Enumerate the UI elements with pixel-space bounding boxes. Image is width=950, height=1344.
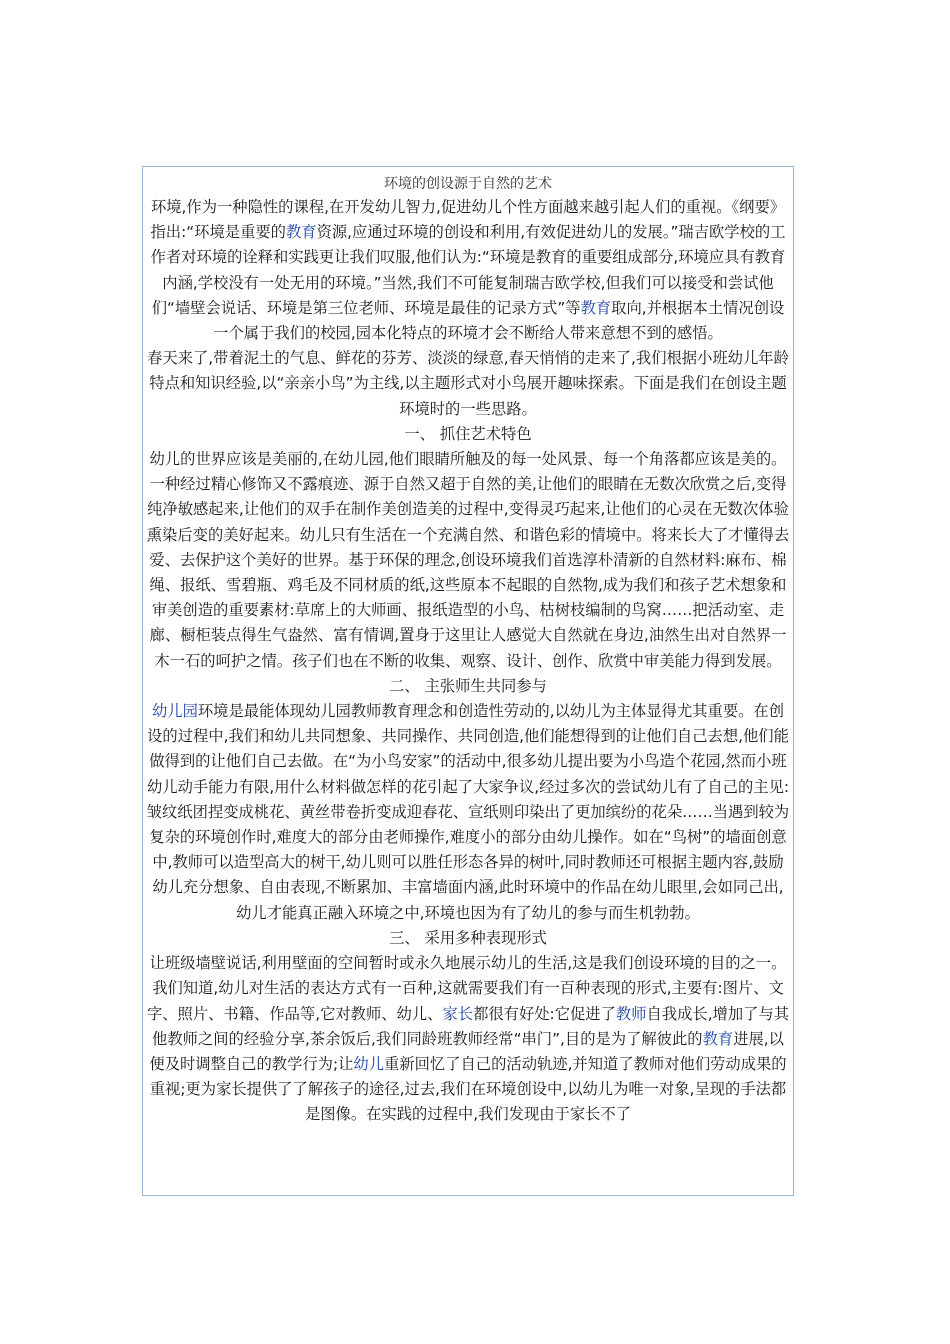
participation-text: 环境是最能体现幼儿园教师教育理念和创造性劳动的,以幼儿为主体显得尤其重要。在创设的过程中,我们和幼儿共同想象、共同操作、共同创造,他们能想得到的让他们自己去想,他们能做得到的让他们自己去做。在“为小鸟安家”的活动中,很多幼儿提出要为小鸟造个花园,然而小班幼儿动手能力有限,用什么材料做怎样的花引起了大家争议,经过多次的尝试幼儿有了自己的主见:皱纹纸团捏变成桃花、黄丝带卷折变成迎春花、宣纸则印染出了更加缤纷的花朵……当遇到较为复杂的环境创作时,难度大的部分由老师操作,难度小的部分由幼儿操作。如在“鸟树”的墙面创意中,教师可以造型高大的树干,幼儿则可以胜任形态各异的树叶,同时教师还可根据主题内容,鼓励幼儿充分想象、自由表现,不断累加、丰富墙面内涵,此时环境中的作品在幼儿眼里,会如同己出,幼儿才能真正融入环境之中,环境也因为有了幼儿的参与而生机勃勃。: [146, 702, 790, 922]
parents-link[interactable]: 家长: [442, 1004, 474, 1023]
forms-text-2: 都很有好处:它促进了: [473, 1004, 616, 1023]
intro-text-2: 资源,应通过环境的创设和利用,有效促进幼儿的发展。”瑞吉欧学校的工作者对环境的诠释和实践更让我们叹服,他们认为:“环境是教育的重要组成部分,环境应具有教育内涵,学校没有一处无用的环境。”当然,我们不可能复制瑞吉欧学校,但我们可以接受和尝试他们“墙壁会说话、环境是第三位老师、环境是最佳的记录方式”等: [150, 223, 786, 317]
children-link[interactable]: 幼儿: [353, 1054, 385, 1073]
section-heading-1: 一、 抓住艺术特色: [404, 424, 532, 443]
kindergarten-link[interactable]: 幼儿园: [151, 702, 198, 721]
education-link-2[interactable]: 教育: [580, 298, 612, 317]
forms-paragraph: [145, 951, 791, 1127]
education-link-3[interactable]: 教育: [702, 1029, 734, 1048]
education-link-1[interactable]: 教育: [285, 223, 317, 242]
section-heading-2: 二、 主张师生共同参与: [389, 676, 547, 695]
section-heading-3: 三、 采用多种表现形式: [389, 928, 547, 947]
spring-paragraph: 春天来了,带着泥土的气息、鲜花的芬芳、淡淡的绿意,春天悄悄的走来了,我们根据小班幼儿年龄特点和知识经验,以“亲亲小鸟”为主线,以主题形式对小鸟展开趣味探索。下面是我们在创设主题环境时的一些思路。: [147, 349, 789, 418]
forms-text-4: 进展,以便及时调整自己的教学行为;让: [149, 1029, 784, 1073]
intro-paragraph: [145, 195, 791, 346]
participation-paragraph: [145, 699, 791, 926]
forms-text-1: 让班级墙壁说话,利用壁面的空间暂时或永久地展示幼儿的生活,这是我们创设环境的目的之一。我们知道,幼儿对生活的表达方式有一百种,这就需要我们有一百种表现的形式,主要有:图片、文字、照片、书籍、作品等,它对教师、幼儿、: [146, 954, 787, 1023]
teacher-link[interactable]: 教师: [615, 1004, 647, 1023]
art-paragraph: 幼儿的世界应该是美丽的,在幼儿园,他们眼睛所触及的每一处风景、每一个角落都应该是美的。一种经过精心修饰又不露痕迹、源于自然又超于自然的美,让他们的眼睛在无数次欣赏之后,变得纯净敏感起来,让他们的双手在制作美创造美的过程中,变得灵巧起来,让他们的心灵在无数次体验熏染后变的美好起来。幼儿只有生活在一个充满自然、和谐色彩的情境中。将来长大了才懂得去爱、去保护这个美好的世界。基于环保的理念,创设环境我们首选淳朴清新的自然材料:麻布、棉绳、报纸、雪碧瓶、鸡毛及不同材质的纸,这些原本不起眼的自然物,成为我们和孩子艺术想象和审美创造的重要素材:草席上的大师画、报纸造型的小鸟、枯树枝编制的鸟窝……把活动室、走廊、橱柜装点得生气盎然、富有情调,置身于这里让人感觉大自然就在身边,油然生出对自然界一木一石的呵护之情。孩子们也在不断的收集、观察、设计、创作、欣赏中审美能力得到发展。: [146, 450, 790, 670]
intro-text-3: 取向,并根据本土情况创设一个属于我们的校园,园本化特点的环境才会不断给人带来意想不到的感悟。: [213, 298, 785, 343]
forms-text-3: 自我成长,增加了与其他教师之间的经验分享,茶余饭后,我们同龄班教师经常“串门”,目的是为了解彼此的: [152, 1004, 790, 1048]
document-frame: [142, 166, 794, 1196]
document-title: 环境的创设源于自然的艺术: [384, 176, 552, 192]
forms-text-5: 重新回忆了自己的活动轨迹,并知道了教师对他们劳动成果的重视;更为家长提供了了解孩子的途径,过去,我们在环境创设中,以幼儿为唯一对象,呈现的手法都是图像。在实践的过程中,我们发现由于家长不了: [149, 1054, 787, 1124]
document-body: [145, 173, 791, 1128]
intro-text-1: 环境,作为一种隐性的课程,在开发幼儿智力,促进幼儿个性方面越来越引起人们的重视。《纲要》指出:“环境是重要的: [150, 198, 786, 242]
